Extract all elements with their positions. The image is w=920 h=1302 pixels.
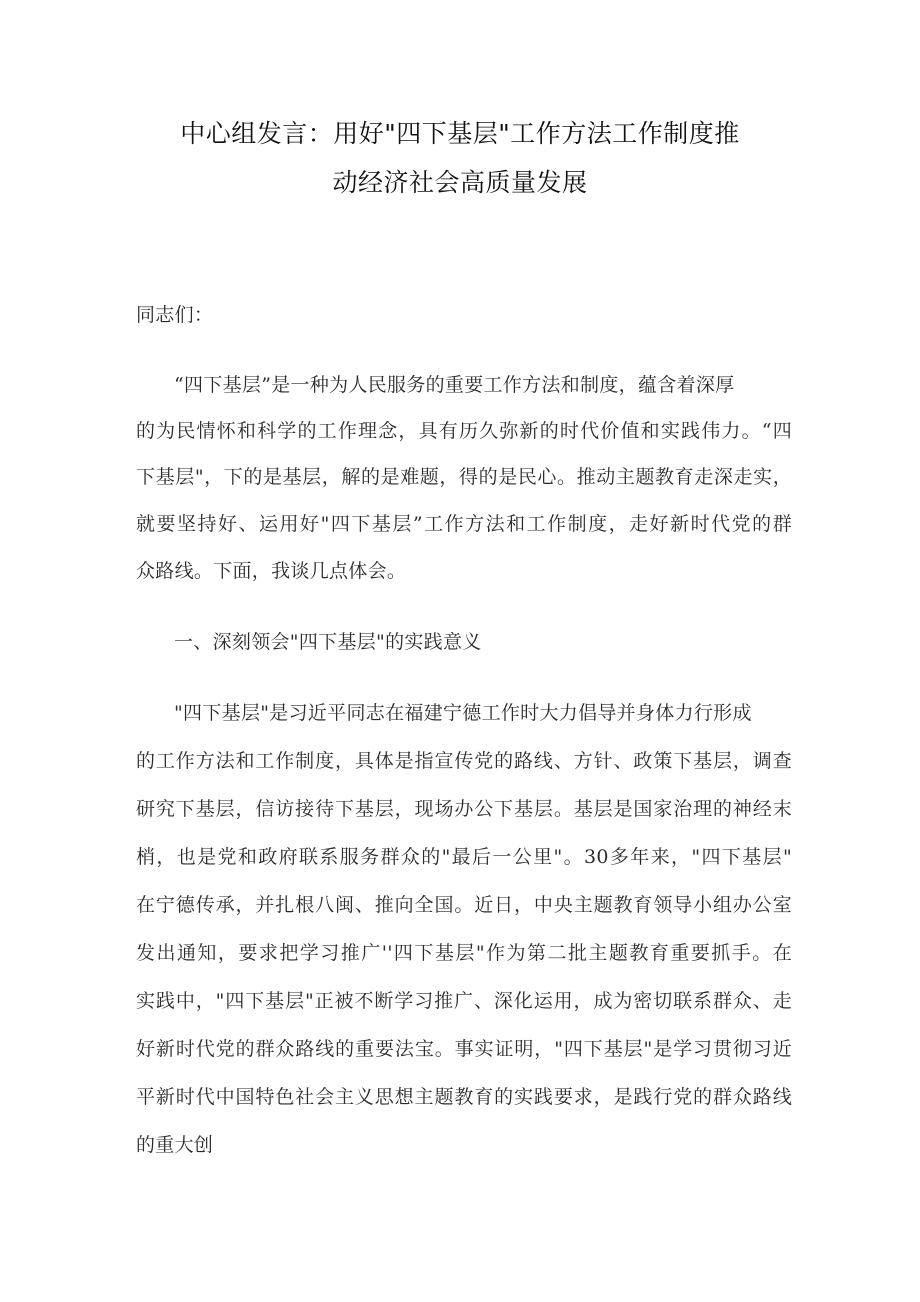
- paragraph-1-line: 下基层"，下的是基层，解的是难题，得的是民心。推动主题教育走深走实，: [136, 466, 792, 488]
- paragraph-2-line: 梢，也是党和政府联系服务群众的"最后一公里"。30多年来，"四下基层": [136, 846, 792, 868]
- paragraph-1-line: 的为民情怀和科学的工作理念，具有历久弥新的时代价值和实践伟力。“四: [136, 420, 792, 442]
- paragraph-2-line: 好新时代党的群众路线的重要法宝。事实证明，"四下基层"是学习贯彻习近: [136, 1038, 792, 1060]
- paragraph-1-line: “四下基层”是一种为人民服务的重要工作方法和制度，蕴含着深厚: [174, 374, 735, 396]
- paragraph-2-line: 的重大创: [136, 1134, 214, 1156]
- paragraph-2-line: 实践中，"四下基层"正被不断学习推广、深化运用，成为密切联系群众、走: [136, 990, 792, 1012]
- paragraph-2-line: 在宁德传承，并扎根八闽、推向全国。近日，中央主题教育领导小组办公室: [136, 894, 792, 916]
- section-heading: 一、深刻领会"四下基层"的实践意义: [174, 631, 482, 653]
- paragraph-2-line: 研究下基层，信访接待下基层，现场办公下基层。基层是国家治理的神经末: [136, 798, 792, 820]
- document-title-line-2: 动经济社会高质量发展: [332, 168, 588, 197]
- paragraph-2-line: 平新时代中国特色社会主义思想主题教育的实践要求，是践行党的群众路线: [136, 1086, 792, 1108]
- paragraph-2-line: 的工作方法和工作制度，具体是指宣传党的路线、方针、政策下基层，调查: [136, 750, 792, 772]
- paragraph-2-line: 发出通知，要求把学习推广''四下基层"作为第二批主题教育重要抓手。在: [136, 942, 792, 964]
- paragraph-1-line: 众路线。下面，我谈几点体会。: [136, 560, 407, 582]
- paragraph-1-line: 就要坚持好、运用好"四下基层”工作方法和工作制度，走好新时代党的群: [136, 513, 792, 535]
- paragraph-2-line: "四下基层"是习近平同志在福建宁德工作时大力倡导并身体力行形成: [174, 702, 752, 724]
- salutation: 同志们：: [136, 304, 214, 326]
- document-title-line-1: 中心组发言：用好"四下基层"工作方法工作制度推: [180, 119, 740, 148]
